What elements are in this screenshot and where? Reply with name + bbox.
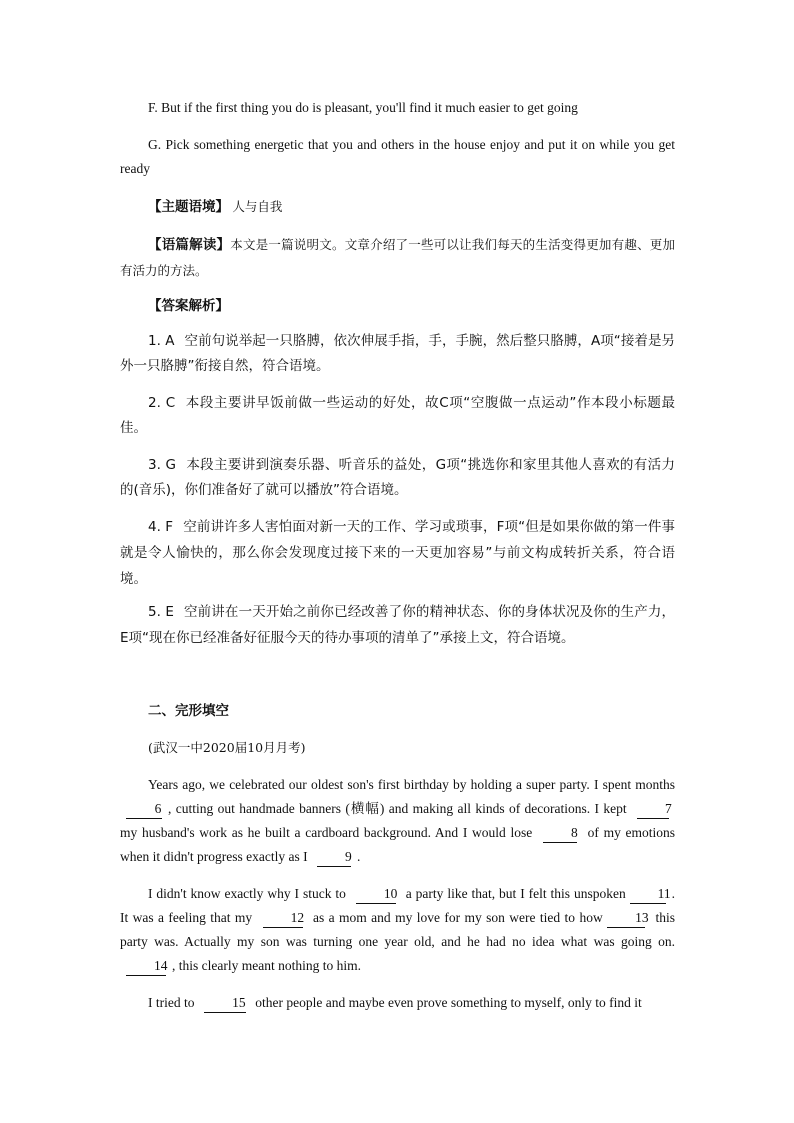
passage-analysis-text: 本文是一篇说明文。文章介绍了一些可以让我们每天的生活变得更加有趣、更加有活力的方法。 (120, 237, 675, 278)
answer-text: 本段主要讲早饭前做一些运动的好处，故C项“空腹做一点运动”作本段小标题最佳。 (120, 395, 675, 436)
passage-analysis (120, 232, 675, 284)
answer-text: 空前句说举起一只胳膊，依次伸展手指，手，手腕，然后整只胳膊，A项“接着是另外一只胳膊”衔接自然，符合语境。 (120, 333, 675, 374)
source-note: (武汉一中2020届10月月考) (148, 740, 306, 755)
blank-10: 10 (356, 885, 396, 904)
theme-context (120, 195, 675, 219)
answer-5 (120, 599, 675, 651)
blank-6: 6 (126, 800, 162, 819)
answer-header: 【答案解析】 (148, 298, 229, 314)
answer-text: 本段主要讲到演奏乐器、听音乐的益处，G项“挑选你和家里其他人喜欢的有活力的(音乐)，你们准备好了就可以播放”符合语境。 (120, 457, 675, 498)
answer-text: 空前讲在一天开始之前你已经改善了你的精神状态、你的身体状况及你的生产力，E项“现在你已经准备好征服今天的待办事项的清单了”承接上文，符合语境。 (120, 604, 676, 646)
blank-12: 12 (263, 909, 303, 928)
theme-label: 【主题语境】 (148, 199, 229, 215)
cloze-paragraph-3: I tried to 15 other people and maybe even prove something to myself, only to find it (120, 991, 675, 1015)
answer-number: 2. C (148, 395, 176, 411)
answer-4 (120, 514, 675, 592)
cloze-paragraph-2: I didn't know exactly why I stuck to 10 a party like that, but I felt this unspoken 11. It was a feeling that my 12 as a mom and my love for my son were tied to how 13 this party was. Actually my son was turning one year old, and he had no idea what was going on. 14 , this clearly meant nothing to him. (120, 882, 675, 978)
answer-text: 空前讲许多人害怕面对新一天的工作、学习或琐事，F项“但是如果你做的第一件事就是令人愉快的，那么你会发现度过接下来的一天更加容易”与前文构成转折关系，符合语境。 (120, 519, 676, 587)
option-f: F. But if the first thing you do is pleasant, you'll find it much easier to get going (148, 100, 578, 115)
answer-3 (120, 453, 675, 503)
theme-value: 人与自我 (232, 199, 283, 214)
answer-number: 3. G (148, 457, 176, 473)
blank-15: 15 (204, 994, 246, 1013)
blank-9: 9 (317, 848, 351, 867)
blank-11: 11 (630, 885, 666, 904)
blank-13: 13 (607, 909, 645, 928)
cloze-paragraph-1: Years ago, we celebrated our oldest son's first birthday by holding a super party. I spent months 6 , cutting out handmade banners (横幅) and making all kinds of decorations. I kept 7 my husband's work as he built a cardboard background. And I would lose 8 of my emotions when it didn't progress exactly as I 9 . (120, 773, 675, 869)
passage-analysis-label: 【语篇解读】 (148, 237, 231, 253)
section-title: 二、完形填空 (148, 703, 229, 719)
answer-2 (120, 391, 675, 441)
answer-number: 4. F (148, 519, 174, 535)
blank-14: 14 (126, 957, 166, 976)
blank-7: 7 (637, 800, 669, 819)
answer-number: 5. E (148, 604, 174, 620)
blank-8: 8 (543, 824, 577, 843)
answer-1 (120, 329, 675, 379)
option-g: G. Pick something energetic that you and others in the house enjoy and put it on while you get ready (120, 137, 675, 176)
answer-number: 1. A (148, 333, 175, 349)
